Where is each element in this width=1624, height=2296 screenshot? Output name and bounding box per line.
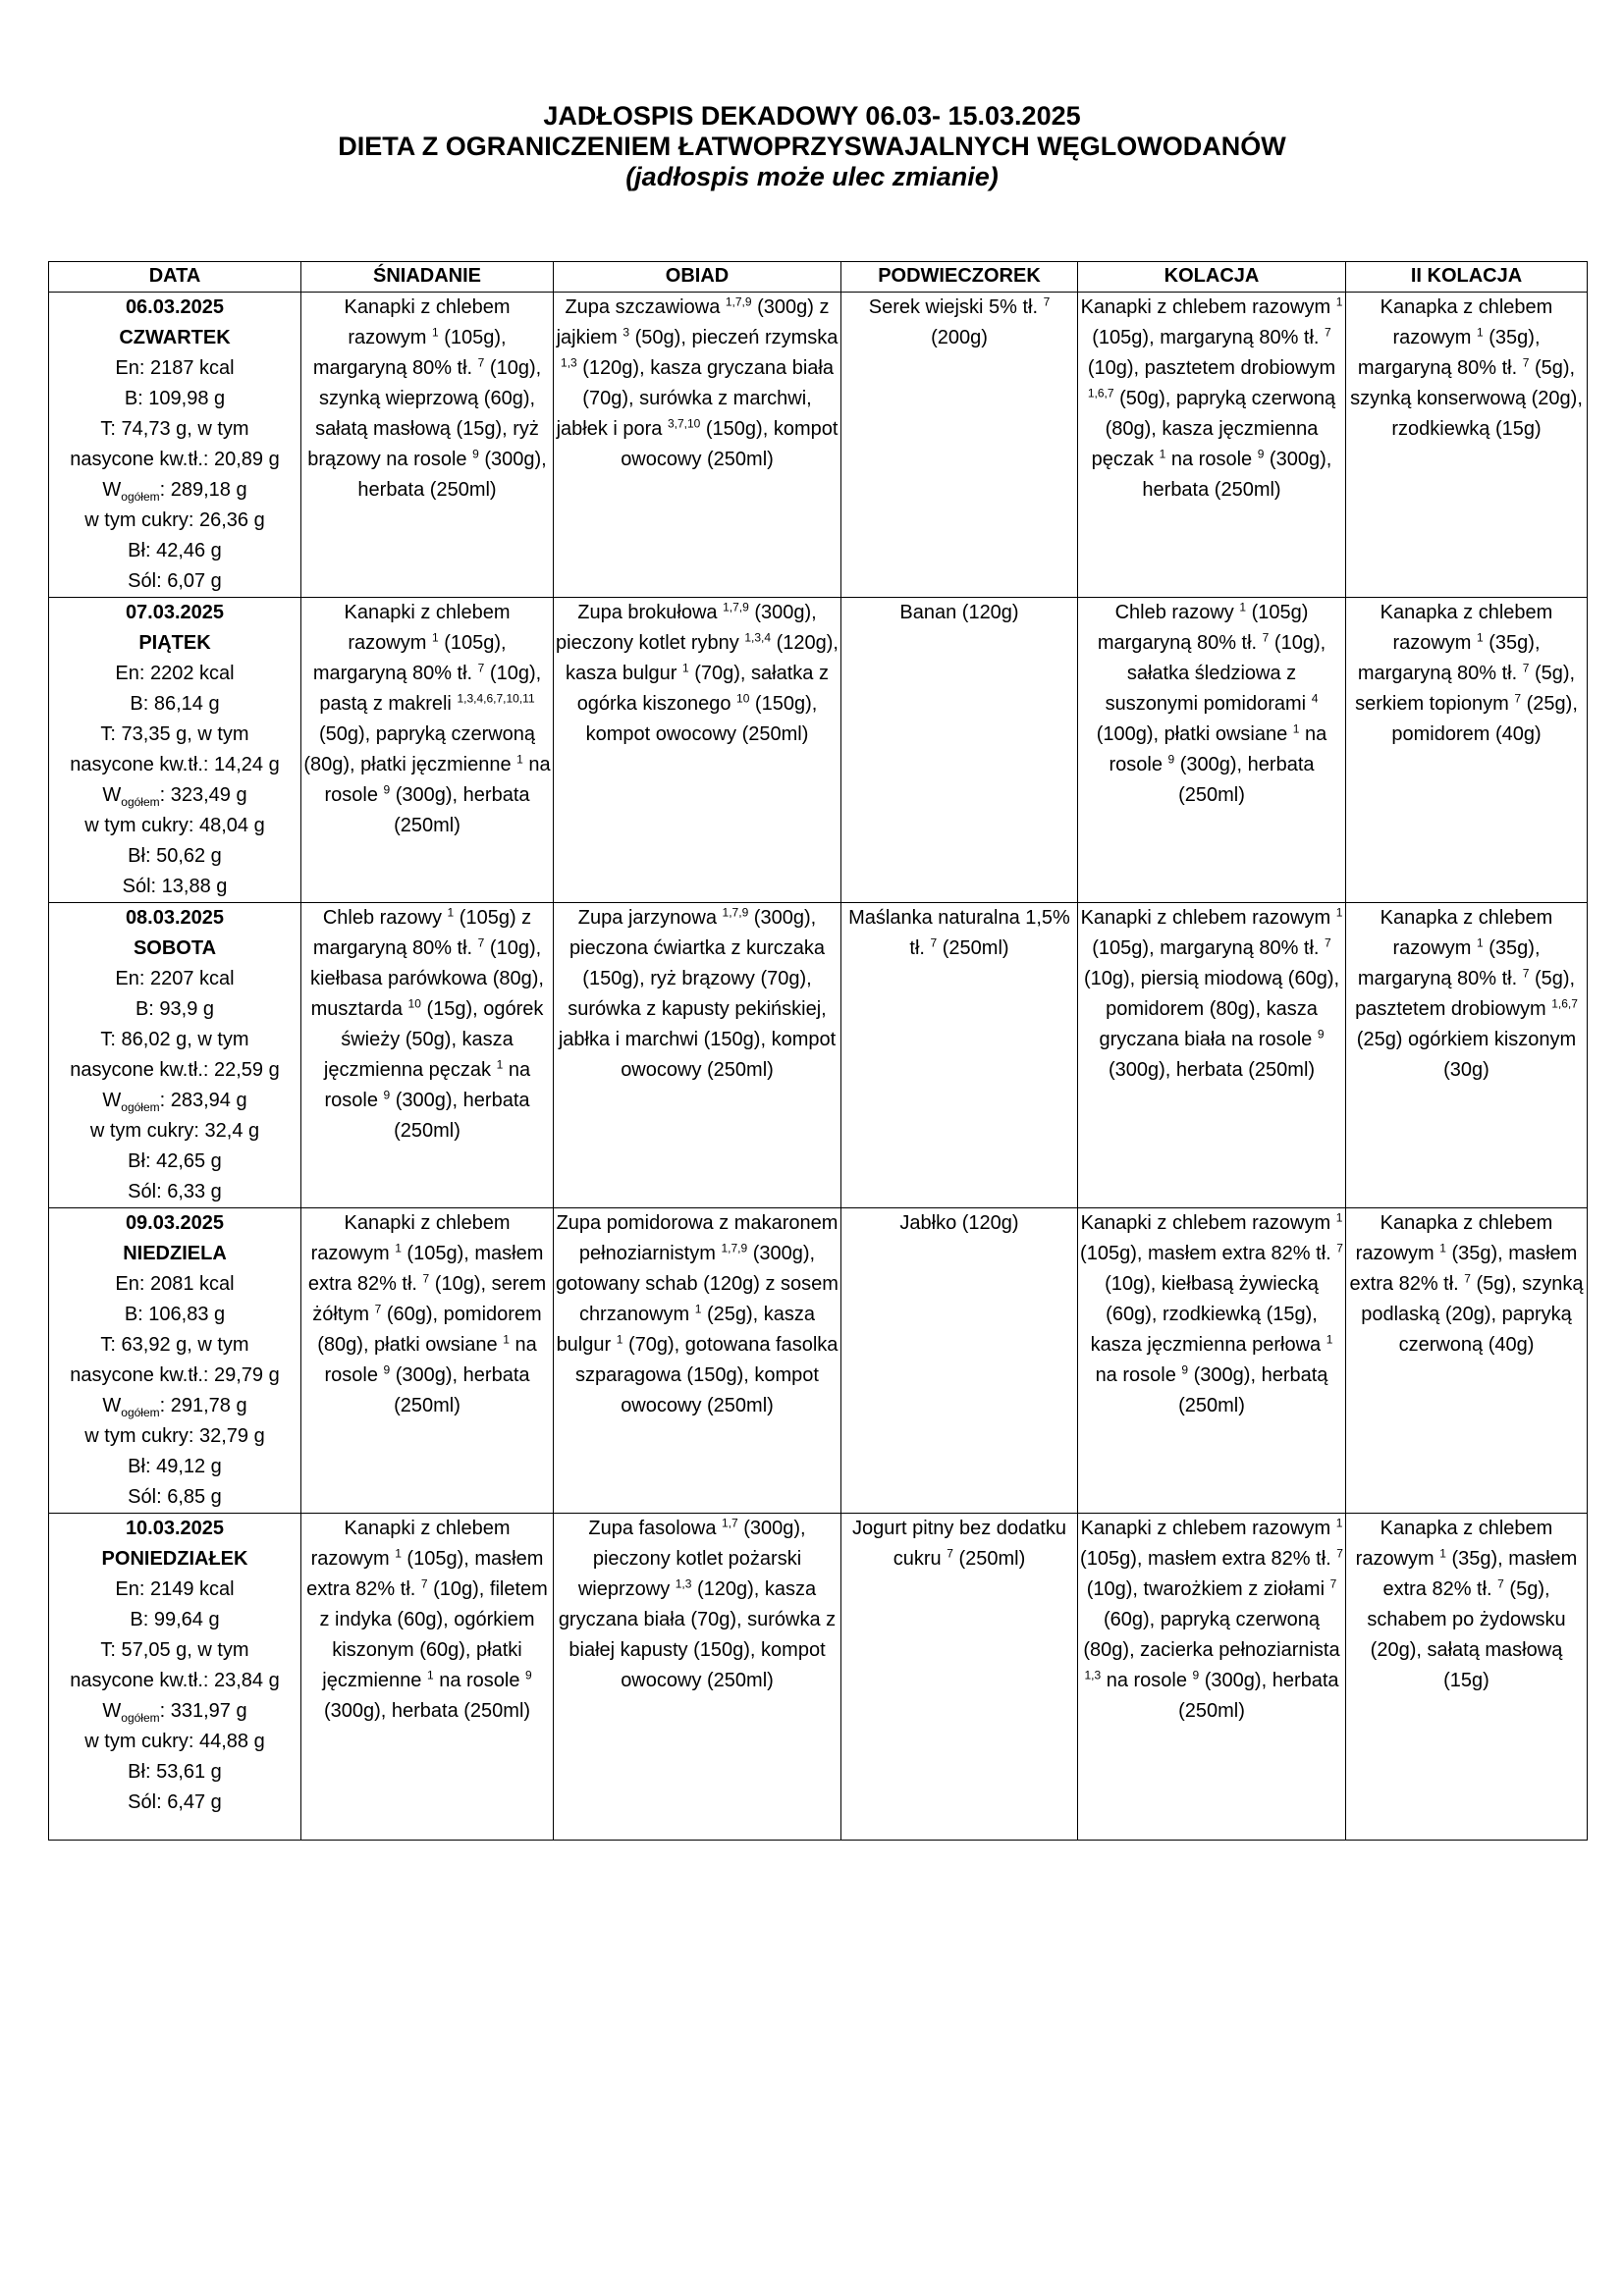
salt-label: Sól: — [122, 876, 157, 897]
energy-label: En: — [115, 663, 145, 684]
carbs-label-suffix: : — [159, 479, 166, 501]
saturated-line — [51, 750, 298, 780]
protein-value: 86,14 g — [153, 693, 220, 715]
saturated-label: nasycone kw.tł.: — [70, 754, 209, 775]
protein-line — [51, 384, 298, 414]
energy-value: 2081 kcal — [149, 1273, 235, 1295]
fat-suffix: , w tym — [187, 1029, 249, 1050]
fiber-value: 49,12 g — [156, 1456, 222, 1477]
snack-cell: Banan (120g) — [841, 598, 1078, 903]
fiber-line — [51, 1452, 298, 1482]
fiber-label: Bł: — [128, 845, 151, 867]
sugar-label: w tym cukry: — [89, 1120, 199, 1142]
energy-line — [51, 353, 298, 384]
column-header-dinner: KOLACJA — [1078, 262, 1346, 293]
carbs-label: W — [102, 1090, 122, 1111]
saturated-value: 23,84 g — [214, 1670, 280, 1691]
fat-line — [51, 1025, 298, 1055]
lunch-cell: Zupa fasolowa $^{1,7}$ (300g), pieczony kotlet pożarski wieprzowy $^{1,3}$ (120g), kasza gryczana biała (70g), surówka z białej kapusty (150g), kompot owocowy (250ml) — [554, 1514, 841, 1841]
carbs-label-suffix: : — [159, 784, 166, 806]
salt-label: Sól: — [128, 570, 162, 592]
title-line-2: DIETA Z OGRANICZENIEM ŁATWOPRZYSWAJALNYCH WĘGLOWODANÓW — [338, 132, 1286, 161]
second-dinner-cell: Kanapka z chlebem razowym $^1$ (35g), margaryną 80% tł. $^7$ (5g), szynką konserwową (20g), rzodkiewką (15g) — [1346, 293, 1588, 598]
carbs-label-suffix: : — [159, 1090, 166, 1111]
second-dinner-cell: Kanapka z chlebem razowym $^1$ (35g), masłem extra 82% tł. $^7$ (5g), szynką podlaską (20g), papryką czerwoną (40g) — [1346, 1208, 1588, 1514]
carbs-label-suffix: : — [159, 1395, 166, 1416]
carbs-line — [51, 1391, 298, 1421]
dinner-cell: Kanapki z chlebem razowym $^1$ (105g), margaryną 80% tł. $^7$ (10g), piersią miodową (60g), pomidorem (80g), kasza gryczana biała na rosole $^9$ (300g), herbata (250ml) — [1078, 903, 1346, 1208]
salt-line — [51, 1482, 298, 1513]
sugar-line — [51, 506, 298, 536]
protein-line — [51, 689, 298, 720]
energy-value: 2207 kcal — [149, 968, 235, 989]
saturated-line — [51, 445, 298, 475]
salt-label: Sól: — [128, 1181, 162, 1202]
date-text: 10.03.2025 — [125, 1518, 225, 1539]
saturated-value: 22,59 g — [214, 1059, 280, 1081]
carbs-label: W — [102, 784, 122, 806]
title-line-1: JADŁOSPIS DEKADOWY 06.03- 15.03.2025 — [543, 101, 1081, 131]
date-cell — [49, 903, 301, 1208]
date-cell — [49, 598, 301, 903]
sugar-value: 32,79 g — [198, 1425, 265, 1447]
protein-label: B: — [135, 998, 154, 1020]
table-row — [49, 1514, 1588, 1841]
date-text: 08.03.2025 — [125, 907, 225, 929]
saturated-label: nasycone kw.tł.: — [70, 449, 209, 470]
saturated-line — [51, 1361, 298, 1391]
day-name: SOBOTA — [133, 937, 217, 959]
date-cell — [49, 1514, 301, 1841]
fiber-value: 53,61 g — [156, 1761, 222, 1783]
fat-label: T: — [100, 1334, 116, 1356]
carbs-label-sub: ogółem — [121, 1100, 160, 1114]
date-text: 07.03.2025 — [125, 602, 225, 623]
fat-label: T: — [100, 723, 116, 745]
protein-value: 99,64 g — [153, 1609, 220, 1630]
salt-line — [51, 566, 298, 597]
fiber-line — [51, 1757, 298, 1788]
carbs-line — [51, 1696, 298, 1727]
carbs-value: 323,49 g — [170, 784, 247, 806]
header — [0, 101, 1624, 192]
salt-value: 6,47 g — [167, 1791, 222, 1813]
carbs-line — [51, 780, 298, 811]
salt-line — [51, 1788, 298, 1818]
column-header-snack: PODWIECZOREK — [841, 262, 1078, 293]
second-dinner-cell: Kanapka z chlebem razowym $^1$ (35g), margaryną 80% tł. $^7$ (5g), serkiem topionym $^7$ (25g), pomidorem (40g) — [1346, 598, 1588, 903]
energy-label: En: — [115, 1273, 145, 1295]
menu-table — [48, 261, 1588, 1841]
fat-value: 57,05 g — [121, 1639, 188, 1661]
saturated-label: nasycone kw.tł.: — [70, 1364, 209, 1386]
carbs-line — [51, 475, 298, 506]
table-row — [49, 293, 1588, 598]
snack-cell: Maślanka naturalna 1,5% tł. $^7$ (250ml) — [841, 903, 1078, 1208]
table-row — [49, 1208, 1588, 1514]
fiber-label: Bł: — [128, 1761, 151, 1783]
salt-value: 13,88 g — [161, 876, 228, 897]
date-text: 06.03.2025 — [125, 296, 225, 318]
saturated-value: 29,79 g — [214, 1364, 280, 1386]
day-name: PIĄTEK — [138, 632, 211, 654]
second-dinner-cell: Kanapka z chlebem razowym $^1$ (35g), margaryną 80% tł. $^7$ (5g), pasztetem drobiowym $^{1,6,7}$ (25g) ogórkiem kiszonym (30g) — [1346, 903, 1588, 1208]
subtitle: (jadłospis może ulec zmianie) — [625, 162, 999, 191]
fiber-line — [51, 841, 298, 872]
carbs-value: 289,18 g — [170, 479, 247, 501]
saturated-line — [51, 1055, 298, 1086]
sugar-label: w tym cukry: — [84, 1425, 194, 1447]
fat-line — [51, 1330, 298, 1361]
fat-line — [51, 720, 298, 750]
dinner-cell: Kanapki z chlebem razowym $^1$ (105g), masłem extra 82% tł. $^7$ (10g), twarożkiem z ziołami $^7$ (60g), papryką czerwoną (80g), zacierka pełnoziarnista $^{1,3}$ na rosole $^9$ (300g), herbata (250ml) — [1078, 1514, 1346, 1841]
dinner-cell: Kanapki z chlebem razowym $^1$ (105g), masłem extra 82% tł. $^7$ (10g), kiełbasą żywiecką (60g), rzodkiewką (15g), kasza jęczmienna perłowa $^1$ na rosole $^9$ (300g), herbatą (250ml) — [1078, 1208, 1346, 1514]
column-header-second-dinner: II KOLACJA — [1346, 262, 1588, 293]
energy-value: 2202 kcal — [149, 663, 235, 684]
saturated-label: nasycone kw.tł.: — [70, 1670, 209, 1691]
saturated-value: 20,89 g — [214, 449, 280, 470]
carbs-value: 283,94 g — [170, 1090, 247, 1111]
saturated-label: nasycone kw.tł.: — [70, 1059, 209, 1081]
carbs-label-sub: ogółem — [121, 490, 160, 504]
salt-value: 6,07 g — [167, 570, 222, 592]
breakfast-cell: Kanapki z chlebem razowym $^1$ (105g), margaryną 80% tł. $^7$ (10g), pastą z makreli $^{1,3,4,6,7,10,11}$ (50g), papryką czerwoną (80g), płatki jęczmienne $^1$ na rosole $^9$ (300g), herbata (250ml) — [301, 598, 554, 903]
fiber-value: 42,65 g — [156, 1150, 222, 1172]
protein-line — [51, 994, 298, 1025]
sugar-line — [51, 811, 298, 841]
carbs-label-sub: ogółem — [121, 795, 160, 809]
saturated-line — [51, 1666, 298, 1696]
date-cell — [49, 1208, 301, 1514]
fiber-line — [51, 1147, 298, 1177]
carbs-line — [51, 1086, 298, 1116]
protein-label: B: — [124, 388, 143, 409]
fat-label: T: — [100, 1029, 116, 1050]
fat-suffix: , w tym — [187, 418, 249, 440]
menu-body — [49, 293, 1588, 1841]
sugar-value: 32,4 g — [204, 1120, 260, 1142]
carbs-label: W — [102, 1700, 122, 1722]
salt-line — [51, 872, 298, 902]
sugar-line — [51, 1727, 298, 1757]
sugar-line — [51, 1421, 298, 1452]
protein-label: B: — [130, 1609, 149, 1630]
fiber-line — [51, 536, 298, 566]
snack-cell: Serek wiejski 5% tł. $^7$ (200g) — [841, 293, 1078, 598]
salt-value: 6,85 g — [167, 1486, 222, 1508]
sugar-label: w tym cukry: — [84, 815, 194, 836]
fat-line — [51, 1635, 298, 1666]
breakfast-cell: Chleb razowy $^1$ (105g) z margaryną 80% tł. $^7$ (10g), kiełbasa parówkowa (80g), musztarda $^{10}$ (15g), ogórek świeży (50g), kasza jęczmienna pęczak $^1$ na rosole $^9$ (300g), herbata (250ml) — [301, 903, 554, 1208]
lunch-cell: Zupa brokułowa $^{1,7,9}$ (300g), pieczony kotlet rybny $^{1,3,4}$ (120g), kasza bulgur $^1$ (70g), sałatka z ogórka kiszonego $^{10}$ (150g), kompot owocowy (250ml) — [554, 598, 841, 903]
date-cell — [49, 293, 301, 598]
energy-line — [51, 964, 298, 994]
second-dinner-cell: Kanapka z chlebem razowym $^1$ (35g), masłem extra 82% tł. $^7$ (5g), schabem po żydowsku (20g), sałatą masłową (15g) — [1346, 1514, 1588, 1841]
carbs-label-sub: ogółem — [121, 1711, 160, 1725]
lunch-cell: Zupa pomidorowa z makaronem pełnoziarnistym $^{1,7,9}$ (300g), gotowany schab (120g) z sosem chrzanowym $^1$ (25g), kasza bulgur $^1$ (70g), gotowana fasolka szparagowa (150g), kompot owocowy (250ml) — [554, 1208, 841, 1514]
column-header-date: DATA — [49, 262, 301, 293]
carbs-label-sub: ogółem — [121, 1406, 160, 1419]
carbs-value: 291,78 g — [170, 1395, 247, 1416]
salt-label: Sól: — [128, 1486, 162, 1508]
energy-line — [51, 1575, 298, 1605]
fiber-value: 42,46 g — [156, 540, 222, 561]
energy-line — [51, 1269, 298, 1300]
sugar-label: w tym cukry: — [84, 509, 194, 531]
saturated-value: 14,24 g — [214, 754, 280, 775]
carbs-value: 331,97 g — [170, 1700, 247, 1722]
fat-label: T: — [100, 1639, 116, 1661]
column-header-lunch: OBIAD — [554, 262, 841, 293]
table-row — [49, 903, 1588, 1208]
energy-label: En: — [115, 1578, 145, 1600]
fat-line — [51, 414, 298, 445]
sugar-value: 48,04 g — [198, 815, 265, 836]
protein-value: 106,83 g — [148, 1304, 226, 1325]
breakfast-cell: Kanapki z chlebem razowym $^1$ (105g), margaryną 80% tł. $^7$ (10g), szynką wieprzową (60g), sałatą masłową (15g), ryż brązowy na rosole $^9$ (300g), herbata (250ml) — [301, 293, 554, 598]
protein-value: 93,9 g — [159, 998, 215, 1020]
lunch-cell: Zupa jarzynowa $^{1,7,9}$ (300g), pieczona ćwiartka z kurczaka (150g), ryż brązowy (70g), surówka z kapusty pekińskiej, jabłka i marchwi (150g), kompot owocowy (250ml) — [554, 903, 841, 1208]
fat-label: T: — [100, 418, 116, 440]
energy-label: En: — [115, 357, 145, 379]
salt-value: 6,33 g — [167, 1181, 222, 1202]
breakfast-cell: Kanapki z chlebem razowym $^1$ (105g), masłem extra 82% tł. $^7$ (10g), serem żółtym $^7$ (60g), pomidorem (80g), płatki owsiane $^1$ na rosole $^9$ (300g), herbata (250ml) — [301, 1208, 554, 1514]
dinner-cell: Chleb razowy $^1$ (105g) margaryną 80% tł. $^7$ (10g), sałatka śledziowa z suszonymi pomidorami $^4$ (100g), płatki owsiane $^1$ na rosole $^9$ (300g), herbata (250ml) — [1078, 598, 1346, 903]
energy-value: 2149 kcal — [149, 1578, 235, 1600]
fiber-label: Bł: — [128, 540, 151, 561]
column-header-breakfast: ŚNIADANIE — [301, 262, 554, 293]
snack-cell: Jogurt pitny bez dodatku cukru $^7$ (250ml) — [841, 1514, 1078, 1841]
day-name: PONIEDZIAŁEK — [101, 1548, 248, 1570]
fiber-label: Bł: — [128, 1150, 151, 1172]
fat-suffix: , w tym — [187, 1334, 249, 1356]
fat-suffix: , w tym — [187, 723, 249, 745]
dinner-cell: Kanapki z chlebem razowym $^1$ (105g), margaryną 80% tł. $^7$ (10g), pasztetem drobiowym $^{1,6,7}$ (50g), papryką czerwoną (80g), kasza jęczmienna pęczak $^1$ na rosole $^9$ (300g), herbata (250ml) — [1078, 293, 1346, 598]
protein-value: 109,98 g — [148, 388, 226, 409]
day-name: CZWARTEK — [119, 327, 231, 348]
salt-line — [51, 1177, 298, 1207]
fat-suffix: , w tym — [187, 1639, 249, 1661]
salt-label: Sól: — [128, 1791, 162, 1813]
fiber-label: Bł: — [128, 1456, 151, 1477]
snack-cell: Jabłko (120g) — [841, 1208, 1078, 1514]
fat-value: 63,92 g — [121, 1334, 188, 1356]
energy-label: En: — [115, 968, 145, 989]
carbs-label: W — [102, 1395, 122, 1416]
protein-line — [51, 1300, 298, 1330]
protein-line — [51, 1605, 298, 1635]
carbs-label: W — [102, 479, 122, 501]
fat-value: 73,35 g — [121, 723, 188, 745]
day-name: NIEDZIELA — [123, 1243, 227, 1264]
header-row — [49, 262, 1588, 293]
carbs-label-suffix: : — [159, 1700, 166, 1722]
energy-value: 2187 kcal — [149, 357, 235, 379]
energy-line — [51, 659, 298, 689]
sugar-label: w tym cukry: — [84, 1731, 194, 1752]
protein-label: B: — [130, 693, 149, 715]
date-text: 09.03.2025 — [125, 1212, 225, 1234]
fat-value: 86,02 g — [121, 1029, 188, 1050]
breakfast-cell: Kanapki z chlebem razowym $^1$ (105g), masłem extra 82% tł. $^7$ (10g), filetem z indyka (60g), ogórkiem kiszonym (60g), płatki jęczmienne $^1$ na rosole $^9$ (300g), herbata (250ml) — [301, 1514, 554, 1841]
lunch-cell: Zupa szczawiowa $^{1,7,9}$ (300g) z jajkiem $^3$ (50g), pieczeń rzymska $^{1,3}$ (120g), kasza gryczana biała (70g), surówka z marchwi, jabłek i pora $^{3,7,10}$ (150g), kompot owocowy (250ml) — [554, 293, 841, 598]
fat-value: 74,73 g — [121, 418, 188, 440]
protein-label: B: — [124, 1304, 143, 1325]
sugar-line — [51, 1116, 298, 1147]
table-row — [49, 598, 1588, 903]
fiber-value: 50,62 g — [156, 845, 222, 867]
sugar-value: 44,88 g — [198, 1731, 265, 1752]
sugar-value: 26,36 g — [198, 509, 265, 531]
